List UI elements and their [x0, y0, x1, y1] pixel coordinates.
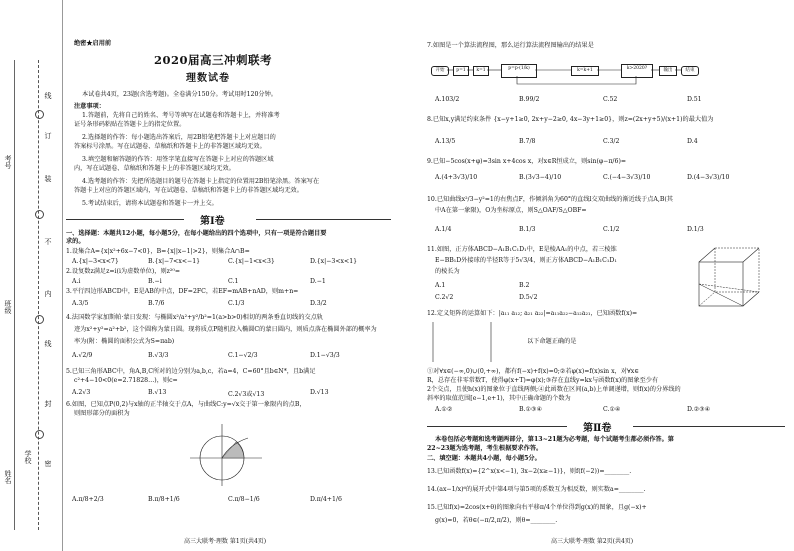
- sidebar-label-banji: 班级: [4, 300, 12, 314]
- option: B.π/8+1/6: [148, 496, 180, 503]
- question-stem: 15.已知f(x)=2cos(x+θ)的图象向右平移π/4个单位得到g(x)的图象，且g(−x)+: [427, 504, 647, 511]
- option: B.99/2: [519, 96, 540, 103]
- flow-start: 开始: [431, 66, 449, 76]
- option: C.(−4−3√3)/10: [603, 174, 651, 181]
- question-stem: 4.法国数学家加斯帕·蒙日发现：与椭圆x²/a²+y²/b²=1(a>b>0)相切的两条垂直切线的交点轨: [66, 314, 324, 321]
- option: B.2: [519, 282, 530, 289]
- sidebar-mark-5: 内: [44, 290, 52, 297]
- sidebar-mark-1: 线: [44, 92, 52, 99]
- part1-heading-cont: 求的。: [66, 238, 85, 245]
- option: D.4: [687, 138, 698, 145]
- option: C.π/8−1/6: [228, 496, 260, 503]
- option: A.π/8+2/3: [72, 496, 104, 503]
- option: A.(4+3√3)/10: [435, 174, 478, 181]
- option: D.51: [687, 96, 702, 103]
- notes-label: 注意事项：: [74, 103, 105, 110]
- option: B.①③④: [519, 406, 543, 413]
- part1-heading: 一、选择题：本题共12小题，每小题5分，在每小题给出的四个选项中，只有一项是符合题目要: [66, 230, 327, 237]
- exam-title: 2020届高三冲刺联考: [154, 53, 273, 67]
- option: B.√13: [148, 389, 167, 396]
- sidebar-mark-3: 装: [44, 175, 52, 182]
- sidebar-label-xingming: 姓名: [4, 470, 12, 484]
- right-content: [427, 0, 787, 551]
- question-stem-cont: 的棱长为: [435, 268, 460, 275]
- question-stem: 11.如图，正方体ABCD−A₁B₁C₁D₁中，E是棱AA₁的中点，若三棱锥: [427, 246, 617, 253]
- option: A.①②: [435, 406, 453, 413]
- binding-hole-2: [35, 210, 44, 219]
- sidebar-mark-8: 密: [44, 460, 52, 467]
- section2-title: 第Ⅱ卷: [583, 423, 612, 434]
- option: B.√3/3: [148, 352, 169, 359]
- option: B.7/8: [519, 138, 536, 145]
- option: D.②③④: [687, 406, 711, 413]
- section2-note: 本卷包括必考题和选考题两部分，第13~21题为必考题，每个试题考生都必须作答。第: [435, 436, 674, 443]
- option: B.{x|−7<x<−1}: [148, 258, 201, 265]
- header-line: 本试卷共4页，23题(含选考题)。全卷满分150分。考试用时120分钟。: [82, 91, 277, 98]
- q7-flowchart: [431, 56, 751, 88]
- question-stem: 10.已知曲线x²/3−y²=1的右焦点F，作倾斜角为60°的直线l交双曲线的渐近线于点A,B(其: [427, 196, 673, 203]
- left-content: [66, 0, 391, 551]
- option: A.13/5: [435, 138, 456, 145]
- question-stem-cont: R，总存在非零常数T，使得φ(x+T)=φ(x);③存在直线y=kx与函数f(x)的图象至少有: [427, 377, 659, 384]
- question-stem: 9.已知−5cos(x+φ)=3sin x+4cos x，对x∈R恒成立，则sin(φ−π/6)=: [427, 158, 627, 165]
- question-stem-cont: 迹为x²+y²=a²+b²，这个圆称为蒙日圆。现将质点P随机投入椭圆C的蒙日圆内，则质点落在椭圆外部的概率为: [74, 326, 377, 333]
- option: C.52: [603, 96, 618, 103]
- sidebar-mark-4: 不: [44, 238, 52, 245]
- option: D.5√2: [519, 294, 538, 301]
- part2-heading: 二、填空题：本题共4小题，每小题5分。: [427, 455, 541, 462]
- flow-step: k=k+1: [571, 66, 599, 76]
- exam-subtitle: 理数试卷: [186, 73, 230, 84]
- option: D.1−√3/3: [310, 352, 340, 359]
- question-stem-cont: 则图形部分的面积为: [74, 410, 130, 417]
- option: A.i: [72, 278, 81, 285]
- option: C.2√3或√13: [228, 391, 265, 398]
- question-stem-cont: g(x)=0，若θ∈(−π/2,π/2)，则θ=________.: [435, 517, 558, 524]
- option: C.①④: [603, 406, 621, 413]
- option: A.3/5: [72, 300, 89, 307]
- question-stem-cont: 2个交点，且使h(x)的图象位于直线两侧;④此函数在区间(a,b)上单调递增，则f(x)的分界线的: [427, 386, 681, 393]
- note-line: 2.选择题的作答：每小题选出答案后，用2B铅笔把答题卡上对应题目的: [82, 134, 276, 141]
- question-stem: 5.已知三角形ABC中，角A,B,C所对的边分别为a,b,c，若a=4，C=60°且b∈N*，且b满足: [66, 368, 316, 375]
- option: C.2√2: [435, 294, 454, 301]
- sidebar-mark-2: 订: [44, 132, 52, 139]
- question-stem: 3.平行四边形ABCD中，E是AB的中点，DF=2FC，若EF=mAB+nAD，则m+n=: [66, 288, 299, 295]
- note-line: 5.考试结束后，请将本试题卷和答题卡一并上交。: [82, 200, 218, 207]
- option: A.{x|−3<x<7}: [72, 258, 119, 265]
- question-stem: 1.设集合A={x|x²+6x−7<0}，B={x||x−1|>2}，则集合A∩B=: [66, 248, 250, 255]
- flow-arrows: [431, 56, 751, 88]
- section-rule-left: [66, 219, 184, 220]
- option: B.1/3: [519, 226, 536, 233]
- sidebar-fill-line: [14, 60, 15, 530]
- option: B.−i: [148, 278, 162, 285]
- flow-end: 结束: [681, 66, 699, 76]
- question-stem-cont: 中A在第一象限)，O为坐标原点，则S△OAF/S△OBF=: [435, 207, 587, 214]
- note-line: 1.答题前，先将自己的姓名、考号等填写在试题卷和答题卡上，并将准考: [82, 112, 280, 119]
- option: C.{x|−1<x<3}: [228, 258, 275, 265]
- q6-figure: [186, 420, 266, 490]
- note-line: 答题卡上对应的答题区域内，写在试题卷、草稿纸和答题卡上的非答题区域均无效。: [74, 187, 303, 194]
- flow-step: k=1: [473, 66, 489, 76]
- section-rule-right: [633, 426, 785, 427]
- option: B.7/6: [148, 300, 165, 307]
- question-stem-cont: 斜率的取值范围[e−1,e+1)，其中正确命题的个数为: [427, 395, 571, 402]
- section-rule-left: [427, 426, 567, 427]
- option: D.{x|−3<x<1}: [310, 258, 358, 265]
- q11-cube-figure: [695, 244, 767, 310]
- option: C.3/2: [603, 138, 620, 145]
- q12-matrix: [431, 320, 511, 364]
- note-line: 3.填空题和解答题的作答：用签字笔直接写在答题卡上对应的答题区域: [82, 156, 274, 163]
- option: A.1/4: [435, 226, 452, 233]
- question-stem: 14.(ax−1/x)⁶的展开式中第4项与第5项的系数互为相反数，则实数a=________.: [427, 486, 646, 493]
- option: A.√2/9: [72, 352, 93, 359]
- page-footer: 高三大联考·理数 第1页(共4页): [184, 538, 267, 545]
- option: A.2√3: [72, 389, 91, 396]
- sidebar-dashed-line: [38, 60, 39, 530]
- question-stem: 6.如图，已知点P(0,2)与x轴的正半轴交于点A，与曲线C:y=√x交于第一象限内的点B，: [66, 401, 306, 408]
- option: D.(4−3√3)/10: [687, 174, 730, 181]
- question-stem-cont: E−BB₁D外接球的半径R等于5√3/4，则正方体ABCD−A₁B₁C₁D₁: [435, 257, 617, 264]
- binding-hole-1: [35, 110, 44, 119]
- question-stem-cont: 率为(附：椭圆的面积公式为S=πab): [74, 338, 175, 345]
- note-line: 4.选考题的作答：先把所选题目的题号在答题卡上指定的位置用2B铅笔涂黑。答案写在: [82, 178, 320, 185]
- option: D.π/4+1/6: [310, 496, 342, 503]
- option: D.1/3: [687, 226, 704, 233]
- option: B.(3√3−4)/10: [519, 174, 562, 181]
- section2-note-cont: 22~23题为选考题，考生根据要求作答。: [427, 445, 543, 452]
- sidebar-label-kaohao: 考号: [4, 155, 12, 169]
- option: A.1: [435, 282, 446, 289]
- flow-output: 输出: [659, 66, 677, 76]
- option: C.1: [228, 278, 239, 285]
- option: D.√13: [310, 389, 329, 396]
- question-stem: 13.已知函数f(x)={2^x(x<−1), 3x−2(x≥−1)}，则f(f(−2))=________.: [427, 468, 632, 475]
- option: C.1/2: [603, 226, 620, 233]
- question-stem: 8.已知x,y满足约束条件 {x−y+1≥0, 2x+y−2≥0, 4x−3y+1≥0}，则z=(2x+y+5)/(x+1)的最大值为: [427, 116, 714, 123]
- flow-decision: k>2020?: [621, 64, 653, 78]
- note-line: 内，写在试题卷、草稿纸和答题卡上的非答题区域均无效。: [74, 165, 235, 172]
- question-stem: 2.设复数z满足z=i(i为虚数单位)，则z²⁰=: [66, 268, 181, 275]
- question-stem: 7.如图是一个算法流程图，那么运行算法流程图输出的结果是: [427, 42, 594, 49]
- confidential-mark: 绝密★启用前: [74, 40, 112, 47]
- section1-title: 第Ⅰ卷: [200, 216, 225, 227]
- binding-hole-4: [35, 430, 44, 439]
- right-page: [397, 0, 794, 551]
- question-stem-cont: 以下命题正确的是: [527, 338, 577, 345]
- note-line: 答案标号涂黑。写在试题卷、草稿纸和答题卡上的非答题区域均无效。: [74, 143, 266, 150]
- option: A.103/2: [435, 96, 460, 103]
- sidebar-mark-7: 封: [44, 400, 52, 407]
- binding-sidebar: [0, 0, 63, 551]
- sidebar-label-school: 学校: [24, 450, 32, 464]
- question-stem: 12.定义矩阵的运算如下：|a₁₁ a₁₂; a₂₁ a₂₂|=a₁₁a₂₂−a₁₂a₂₁，已知函数f(x)=: [427, 310, 638, 317]
- question-stem-cont: ①对∀x∈(−∞,0)∪(0,+∞)，都有f(−x)+f(x)=0;②若φ(x)=f(x)sin x，对∀x∈: [427, 368, 639, 375]
- binding-hole-3: [35, 315, 44, 324]
- option: D.3/2: [310, 300, 327, 307]
- flow-step: p=p·(1/k): [501, 64, 537, 78]
- option: C.1/3: [228, 300, 245, 307]
- note-line: 证号条形码粘贴在答题卡上的指定位置。: [74, 121, 186, 128]
- page-footer: 高三大联考·理数 第2页(共4页): [551, 538, 634, 545]
- flow-step: p=1: [453, 66, 469, 76]
- option: D.−1: [310, 278, 326, 285]
- question-stem-cont: c²+4−10<0(e=2.71828…)，则c=: [74, 377, 178, 384]
- sidebar-mark-6: 线: [44, 340, 52, 347]
- option: C.1−√2/3: [228, 352, 258, 359]
- section-rule-right: [256, 219, 391, 220]
